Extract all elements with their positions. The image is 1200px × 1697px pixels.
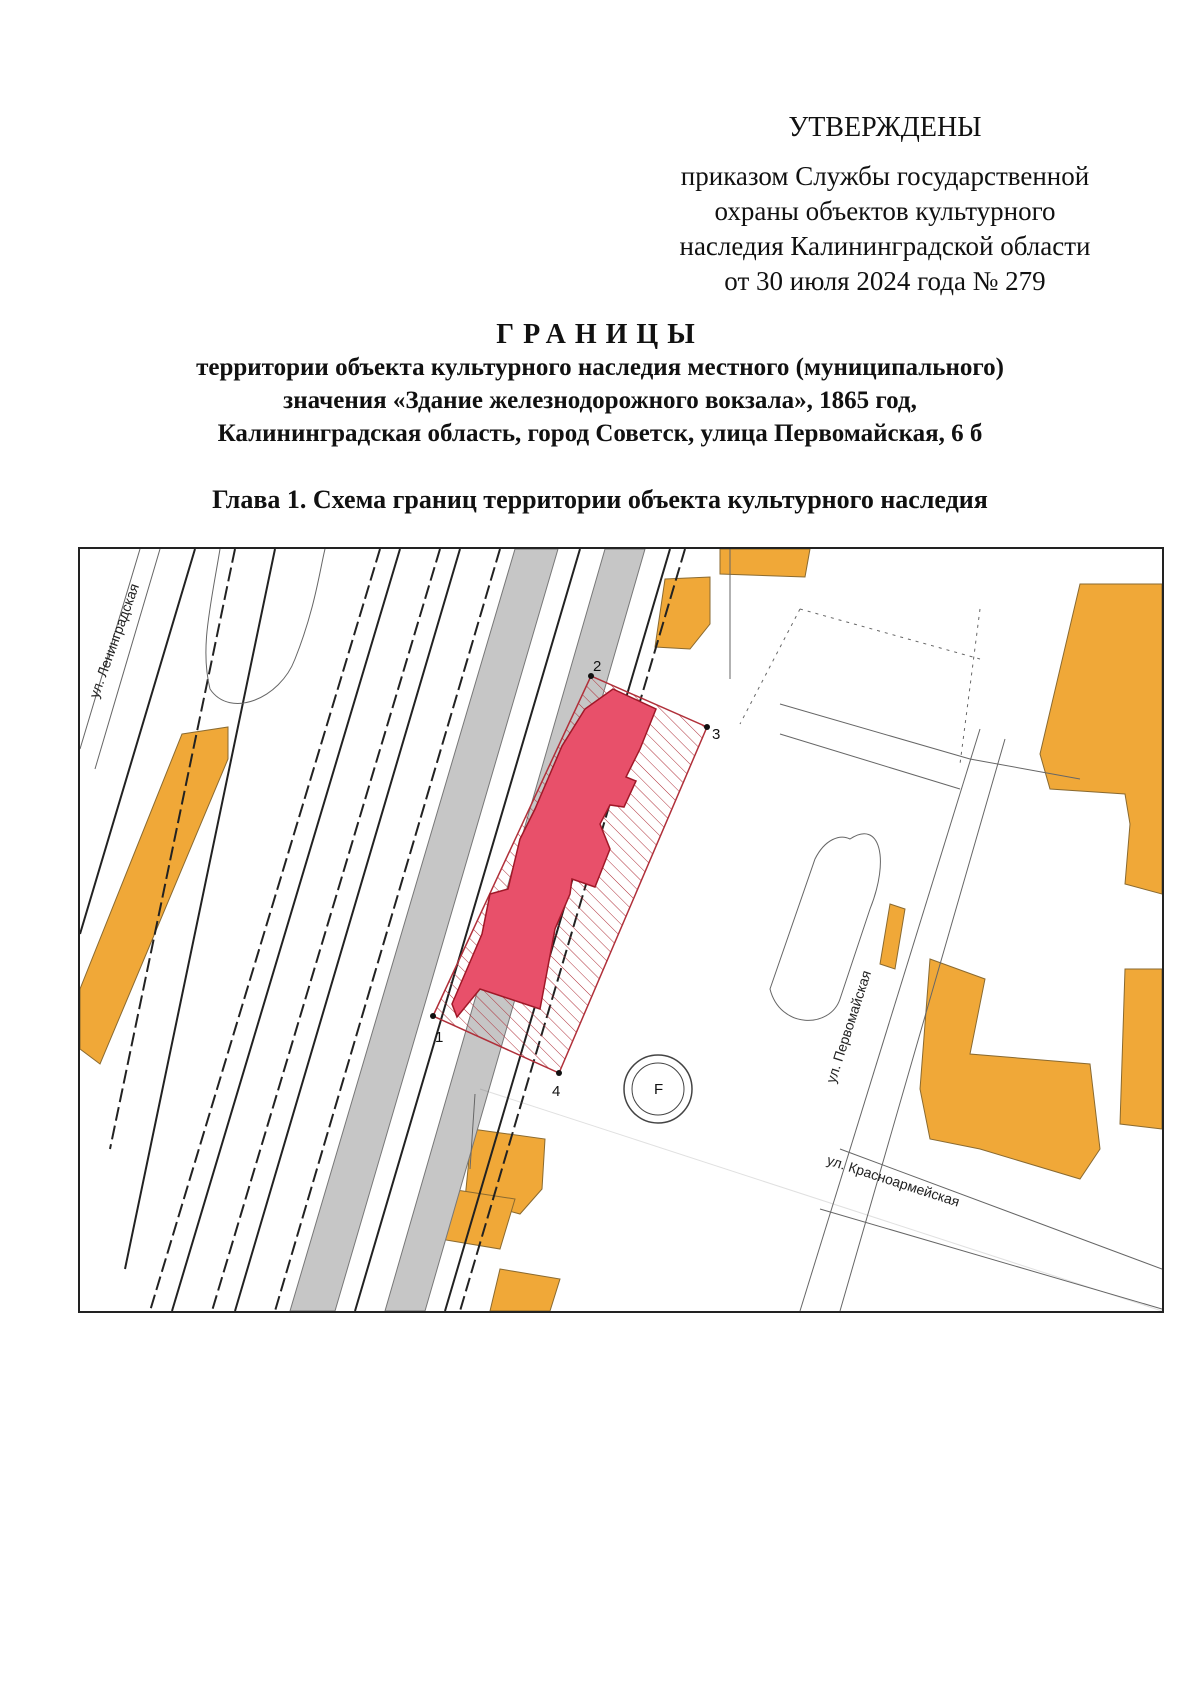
building <box>1040 584 1162 894</box>
building <box>80 727 228 1064</box>
title-line: территории объекта культурного наследия местного (муниципального) <box>196 354 1004 381</box>
title-main: ГРАНИЦЫ <box>496 319 704 350</box>
title-line: значения «Здание железнодорожного вокзала», 1865 год, <box>283 387 917 414</box>
approval-line: от 30 июля 2024 года № 279 <box>724 266 1046 296</box>
boundary-point <box>704 724 710 730</box>
square-circle <box>624 1055 692 1123</box>
boundary-point <box>430 1013 436 1019</box>
street-label: ул. Красноармейская <box>825 1151 962 1210</box>
building <box>920 959 1100 1179</box>
map-canvas <box>80 549 1162 1311</box>
title-line: Калининградская область, город Советск, улица Первомайская, 6 б <box>217 420 983 447</box>
approval-heading: УТВЕРЖДЕНЫ <box>788 112 982 143</box>
point-label: 1 <box>435 1029 444 1046</box>
approval-line: наследия Калининградской области <box>679 231 1091 261</box>
street-label: ул. Первомайская <box>822 968 875 1085</box>
point-label: 4 <box>552 1083 561 1100</box>
street-label: ул. Ленинградская <box>85 581 143 701</box>
point-label: 3 <box>712 726 721 743</box>
point-label: 2 <box>593 658 602 675</box>
boundary-map <box>78 547 1164 1313</box>
building <box>490 1269 560 1311</box>
boundary-point <box>556 1070 562 1076</box>
approval-block <box>640 110 1130 299</box>
building <box>880 904 905 969</box>
document-title <box>0 318 1200 450</box>
building <box>1120 969 1162 1129</box>
building <box>655 577 710 649</box>
square-label: F <box>654 1081 664 1098</box>
building <box>720 549 810 577</box>
approval-line: охраны объектов культурного <box>714 196 1056 226</box>
buildings <box>80 549 1162 1311</box>
approval-line: приказом Службы государственной <box>680 161 1090 191</box>
chapter-heading: Глава 1. Схема границ территории объекта культурного наследия <box>212 485 988 514</box>
street-lines <box>80 549 1162 1311</box>
